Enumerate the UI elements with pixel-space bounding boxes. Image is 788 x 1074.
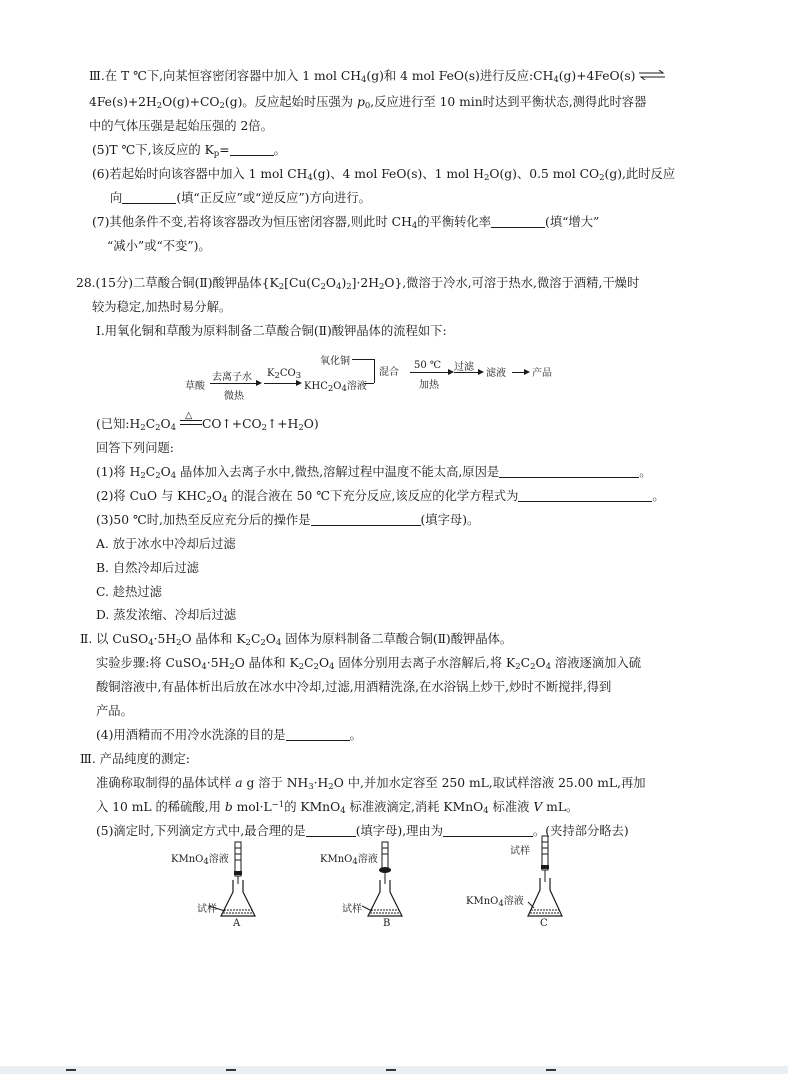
- flow-filter: 过滤: [454, 362, 474, 373]
- flow-arrow2: [264, 383, 298, 384]
- flow-mid: $KHC_2O_4$溶液: [304, 381, 367, 394]
- part-1-heading: Ⅰ.用氧化铜和草酸为原料制备二草酸合铜(Ⅱ)酸钾晶体的流程如下:: [96, 324, 447, 338]
- s3-q7-line-2: “减小”或“不变”)。: [107, 239, 211, 253]
- titration-figure-c: [462, 832, 602, 935]
- fig-b-sample-label: 试样: [342, 904, 362, 915]
- fig-a-reagent-label: KMnO$_4$溶液: [171, 854, 229, 867]
- heat-equals-sign: △: [180, 417, 202, 429]
- answer-blank[interactable]: [311, 513, 421, 526]
- scan-mark: [386, 1069, 396, 1071]
- q28-title-line-2: 较为稳定,加热时易分解。: [92, 300, 232, 314]
- s3-line-1: Ⅲ.在 T ℃下,向某恒容密闭容器中加入 1 mol $CH_4(g)$和 4 mol FeO(s)进行反应$:CH_4(g)+4FeO(s)$: [89, 68, 665, 84]
- s3-q6-line-1: (6)若起始时向该容器中加入 1 mol $CH_4(g)$、4 mol FeO(s)、1 mol $H_2O(g)$、0.5 mol $CO_2(g)$,此时反应: [92, 167, 676, 183]
- fig-c-sample-label: 试样: [510, 846, 530, 857]
- burette-flask-icon: [318, 840, 438, 935]
- flow-mix: 混合: [379, 367, 399, 378]
- known-note: (已知$:H_2C_2O_4$ △ $CO↑+CO_2↑+H_2O$): [96, 410, 319, 433]
- answer-blank[interactable]: [286, 728, 350, 741]
- titration-figure-b: [318, 840, 438, 935]
- option-d: D. 蒸发浓缩、冷却后过滤: [96, 608, 237, 622]
- flowchart: [180, 350, 560, 400]
- answer-intro: 回答下列问题:: [96, 441, 174, 455]
- s3-q6-line-2: 向 (填“正反应”或“逆反应”)方向进行。: [110, 191, 371, 205]
- flow-arrow1-top: 去离子水: [212, 372, 252, 383]
- option-b: B. 自然冷却后过滤: [96, 561, 199, 575]
- fig-c-reagent-label: KMnO$_4$溶液: [466, 896, 524, 909]
- flow-arrow4: [454, 372, 480, 373]
- q28-q2: (2)将 CuO 与 $KHC_2O_4$ 的混合液在 50 ℃下充分反应,该反应的化学方程式为 。: [96, 489, 665, 505]
- answer-blank[interactable]: [491, 215, 545, 228]
- measure-line-2: 入 10 mL 的稀硫酸,用 b $mol\cdot L^{-1}$的 KMnO$_4$ 标准液滴定,消耗 KMnO$_4$ 标准液 V mL。: [96, 800, 579, 816]
- s3-q7-line-1: (7)其他条件不变,若将该容器改为恒压密闭容器,则此时 $CH_4$的平衡转化率 (填“增大”: [92, 215, 600, 231]
- q28-q5: (5)滴定时,下列滴定方式中,最合理的是 (填字母),理由为 。(夹持部分略去): [96, 824, 629, 838]
- answer-blank[interactable]: [230, 143, 274, 156]
- fig-b-letter: B: [383, 918, 391, 929]
- s3-q5: (5)T ℃下,该反应的 $K_p=$ 。: [92, 143, 286, 159]
- flow-bracket: [374, 359, 375, 383]
- flow-arrow3: [410, 372, 450, 373]
- arrowhead-icon: [296, 380, 302, 386]
- answer-blank[interactable]: [499, 465, 639, 478]
- arrowhead-icon: [478, 369, 484, 375]
- burette-flask-icon: [165, 840, 285, 935]
- flow-arrow3-bottom: 加热: [419, 380, 439, 391]
- fig-c-letter: C: [540, 918, 548, 929]
- arrowhead-icon: [524, 369, 530, 375]
- part-2-heading: Ⅱ. 以 $CuSO_4\cdot 5H_2O$ 晶体和 $K_2C_2O_4$ 固体为原料制备二草酸合铜(Ⅱ)酸钾晶体。: [80, 632, 513, 648]
- measure-line-1: 准确称取制得的晶体试样 a g 溶于 $NH_3\cdot H_2O$ 中,并加水定容至 250 mL,取试样溶液 25.00 mL,再加: [96, 776, 646, 792]
- arrowhead-icon: [256, 380, 262, 386]
- answer-blank[interactable]: [122, 191, 176, 204]
- option-c: C. 趁热过滤: [96, 585, 162, 599]
- experiment-line-3: 产品。: [96, 704, 133, 718]
- q28-q1: (1)将 $H_2C_2O_4$ 晶体加入去离子水中,微热,溶解过程中温度不能太高,原因是 。: [96, 465, 652, 481]
- part-3-heading: Ⅲ. 产品纯度的测定:: [80, 752, 190, 766]
- flow-mid-line: [364, 383, 374, 384]
- answer-blank[interactable]: [518, 489, 652, 502]
- scan-mark: [226, 1069, 236, 1071]
- flow-filtrate: 滤液: [486, 368, 506, 379]
- fig-b-reagent-label: KMnO$_4$溶液: [320, 854, 378, 867]
- answer-blank[interactable]: [306, 824, 356, 837]
- flow-arrow2-top: $K_2CO_3$: [267, 368, 302, 381]
- option-a: A. 放于冰水中冷却后过滤: [96, 537, 236, 551]
- equilibrium-arrow-icon: [639, 70, 665, 80]
- flow-product: 产品: [532, 368, 552, 379]
- q28-q3: (3)50 ℃时,加热至反应充分后的操作是 (填字母)。: [96, 513, 480, 527]
- flow-start: 草酸: [185, 381, 205, 392]
- fig-a-sample-label: 试样: [197, 904, 217, 915]
- s3-line-3: 中的气体压强是起始压强的 2倍。: [89, 119, 273, 133]
- flow-arrow1-bottom: 微热: [224, 391, 244, 402]
- q28-title-line-1: 28.(15分)二草酸合铜(Ⅱ)酸钾晶体$\{K_2[Cu(C_2O_4)_2]\cdot 2H_2O\}$,微溶于冷水,可溶于热水,微溶于酒精,干燥时: [76, 276, 640, 292]
- titration-figure-a: [165, 840, 285, 935]
- fig-a-letter: A: [233, 918, 241, 929]
- s3-line-2: $4Fe(s)+2H_2O(g)+CO_2(g)$。反应起始时压强为 $p_0$,反应进行至 10 min时达到平衡状态,测得此时容器: [89, 95, 647, 111]
- experiment-line-2: 酸铜溶液中,有晶体析出后放在冰水中冷却,过滤,用酒精洗涤,在水浴锅上炒干,炒时不断搅拌,得到: [96, 680, 612, 694]
- q28-q4: (4)用酒精而不用冷水洗涤的目的是 。: [96, 728, 362, 742]
- flow-oxide-line: [352, 359, 374, 360]
- flow-arrow3-top: 50 ℃: [414, 360, 442, 371]
- experiment-line-1: 实验步骤:将 $CuSO_4\cdot 5H_2O$ 晶体和 $K_2C_2O_4$ 固体分别用去离子水溶解后,将 $K_2C_2O_4$ 溶液逐滴加入硫: [96, 656, 642, 672]
- flow-arrow1: [210, 383, 258, 384]
- burette-flask-icon: [462, 832, 602, 935]
- flow-oxide: 氧化铜: [320, 356, 350, 367]
- scan-mark: [66, 1069, 76, 1071]
- scan-mark: [546, 1069, 556, 1071]
